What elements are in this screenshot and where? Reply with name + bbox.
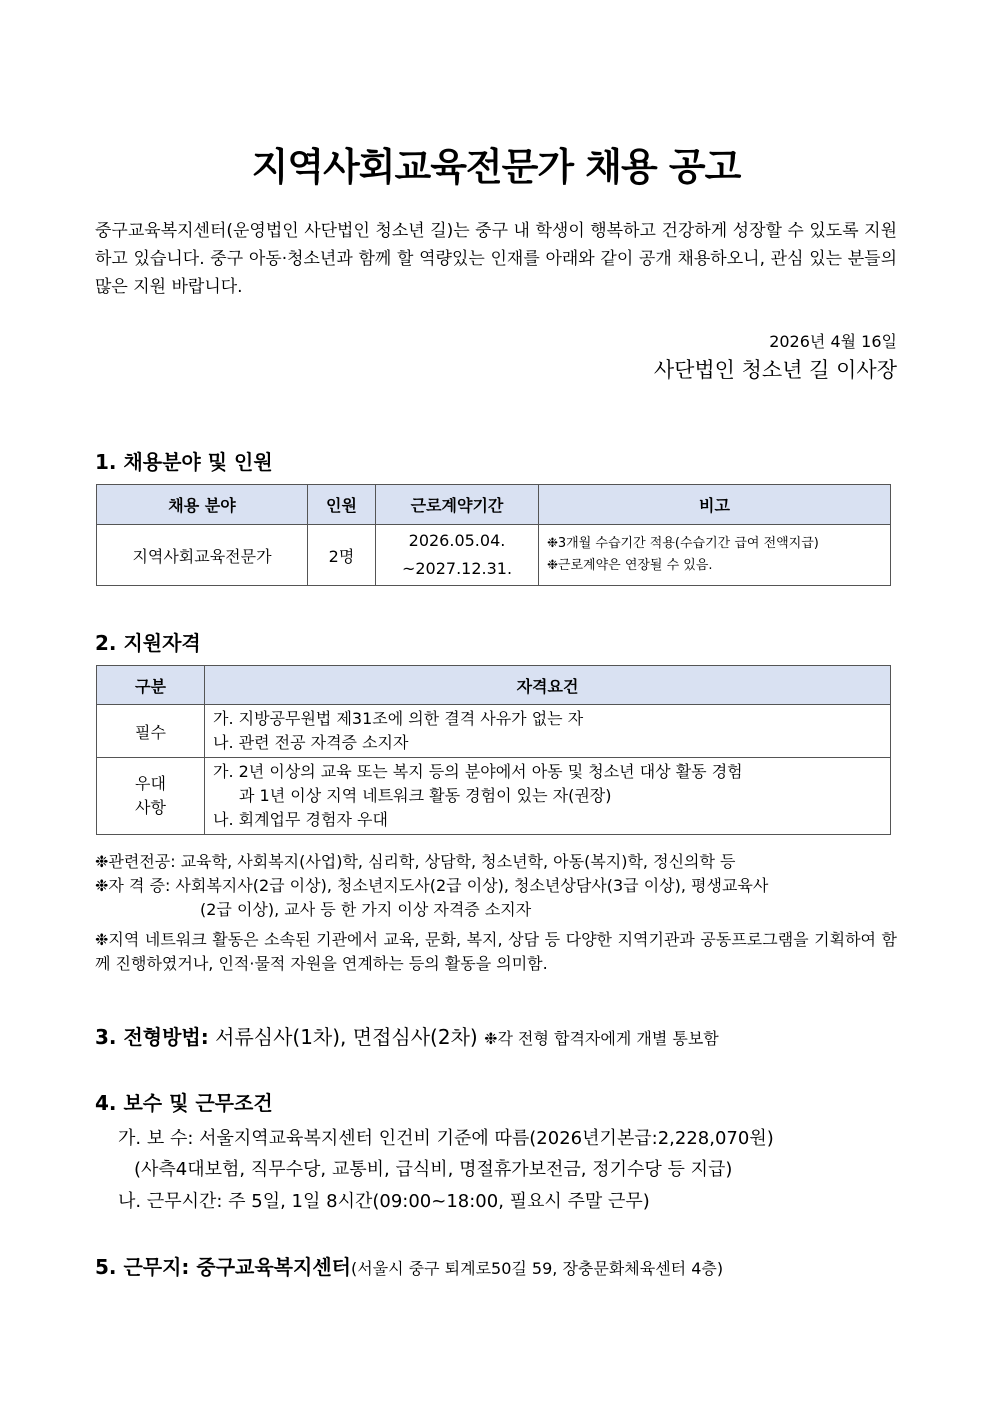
- cell-preferred: [205, 758, 891, 835]
- section2-heading: 2. 지원자격: [95, 631, 201, 655]
- recruitment-table: [96, 484, 891, 586]
- table-header-row: [97, 666, 891, 705]
- qualification-notes: [95, 850, 897, 976]
- issuer: 사단법인 청소년 길 이사장: [653, 358, 897, 382]
- qualification-table: [96, 665, 891, 835]
- cell-field: 지역사회교육전문가: [97, 525, 308, 586]
- note-certificate: ❉자 격 증: 사회복지사(2급 이상), 청소년지도사(2급 이상), 청소년상담사(3급 이상), 평생교육사: [95, 876, 769, 895]
- header-note: 비고: [539, 485, 891, 525]
- section3-note: ❉각 전형 합격자에게 개별 통보함: [484, 1029, 719, 1048]
- section4-heading: 4. 보수 및 근무조건: [95, 1091, 273, 1115]
- header-count: 인원: [308, 485, 376, 525]
- table-header-row: [97, 485, 891, 525]
- note-probation: ❉3개월 수습기간 적용(수습기간 급여 전액지급): [547, 536, 819, 551]
- cell-required: [205, 705, 891, 758]
- pay-line: 가. 보 수: 서울지역교육복지센터 인건비 기준에 따름(2026년기본급:2,228,070원): [118, 1128, 774, 1149]
- period-start: 2026.05.04.: [408, 531, 506, 550]
- header-period: 근로계약기간: [376, 485, 539, 525]
- section3: [95, 1021, 719, 1050]
- preferred-item-a: 가. 2년 이상의 교육 또는 복지 등의 분야에서 아동 및 청소년 대상 활동 경험: [213, 762, 743, 781]
- cell-note: [539, 525, 891, 586]
- page-title: 지역사회교육전문가 채용 공고: [251, 145, 741, 189]
- section3-content: 서류심사(1차), 면접심사(2차): [208, 1025, 485, 1049]
- header-requirements: 자격요건: [205, 666, 891, 705]
- section5: [95, 1251, 723, 1280]
- cell-count: 2명: [308, 525, 376, 586]
- note-certificate-cont: (2급 이상), 교사 등 한 가지 이상 자격증 소지자: [200, 900, 532, 919]
- preferred-label-line1: 우대: [135, 774, 166, 793]
- pay-details: (사측4대보험, 직무수당, 교통비, 급식비, 명절휴가보전금, 정기수당 등 지급): [134, 1159, 733, 1180]
- cell-preferred-label: [97, 758, 205, 835]
- preferred-item-a-cont: 과 1년 이상 지역 네트워크 활동 경험이 있는 자(권장): [239, 786, 612, 805]
- period-end: ~2027.12.31.: [401, 559, 513, 578]
- note-major: ❉관련전공: 교육학, 사회복지(사업)학, 심리학, 상담학, 청소년학, 아동(복지)학, 정신의학 등: [95, 852, 736, 871]
- note-network: ❉지역 네트워크 활동은 소속된 기관에서 교육, 문화, 복지, 상담 등 다양한 지역기관과 공동프로그램을 기획하여 함께 진행하였거나, 인적·물적 자원을 연계하는 등의 활동을 의미함.: [95, 930, 897, 973]
- section3-heading: 3. 전형방법:: [95, 1025, 209, 1049]
- work-hours: 나. 근무시간: 주 5일, 1일 8시간(09:00~18:00, 필요시 주말 근무): [118, 1191, 650, 1212]
- header-category: 구분: [97, 666, 205, 705]
- section1-heading: 1. 채용분야 및 인원: [95, 450, 273, 474]
- table-row: [97, 758, 891, 835]
- table-row: [97, 705, 891, 758]
- preferred-item-b: 나. 회계업무 경험자 우대: [213, 810, 388, 829]
- header-field: 채용 분야: [97, 485, 308, 525]
- cell-required-label: 필수: [97, 705, 205, 758]
- required-item-a: 가. 지방공무원법 제31조에 의한 결격 사유가 없는 자: [213, 709, 584, 728]
- table-row: [97, 525, 891, 586]
- note-extension: ❉근로계약은 연장될 수 있음.: [547, 558, 713, 573]
- preferred-label-line2: 사항: [135, 798, 166, 817]
- section5-address: (서울시 중구 퇴계로50길 59, 장충문화체육센터 4층): [350, 1259, 724, 1278]
- section5-heading: 5. 근무지: 중구교육복지센터: [95, 1255, 351, 1279]
- intro-text: 중구교육복지센터(운영법인 사단법인 청소년 길)는 중구 내 학생이 행복하고 건강하게 성장할 수 있도록 지원하고 있습니다. 중구 아동·청소년과 함께 할 역량있는 인재를 아래와 같이 공개 채용하오니, 관심 있는 분들의 많은 지원 바랍니다.: [95, 221, 897, 297]
- required-item-b: 나. 관련 전공 자격증 소지자: [213, 733, 409, 752]
- intro-paragraph: [95, 217, 897, 301]
- announcement-date: 2026년 4월 16일: [769, 332, 897, 351]
- cell-period: [376, 525, 539, 586]
